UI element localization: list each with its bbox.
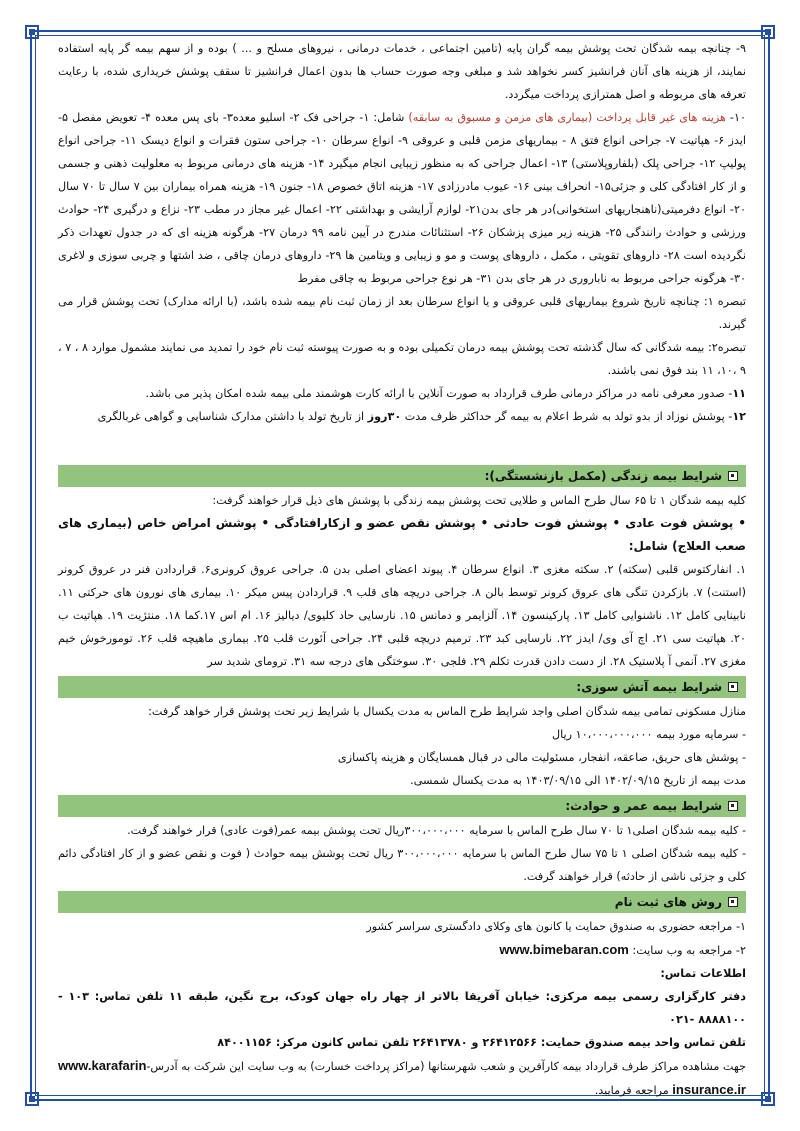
fire-capital: - سرمایه مورد بیمه ۱۰،۰۰۰،۰۰۰،۰۰۰ ریال — [552, 728, 746, 741]
corner-ornament-icon — [760, 1091, 776, 1107]
clause-9: ۹- چنانچه بیمه شدگان تحت پوشش بیمه گران پایه (تامین اجتماعی ، خدمات درمانی ، نیروهای مسلح و ... ) بوده و از سهم بیمه گر پایه استفاده نمایند، از هزینه های آنان فرانشیز کسر نخواهد شد و مبلغی وجه صورت حساب ها بدون اعمال فرانشیز تا سقف پوشش خریداری شده، با رعایت تعرفه های مربوطه و اصل همترازی پرداخت میگردد. — [58, 42, 746, 101]
section-title-life: شرایط بیمه زندگی (مکمل بازنشستگی): — [484, 469, 722, 483]
document-body — [58, 37, 747, 1097]
section-title-register: روش های ثبت نام — [614, 895, 722, 909]
corner-ornament-icon — [24, 1091, 40, 1107]
clause-10-heading: هزینه های غیر قابل پرداخت (بیماری های مزمن و مسبوق به سابقه) — [408, 111, 726, 124]
section-title-accident: شرایط بیمه عمر و حوادث: — [565, 799, 722, 813]
spacer — [58, 428, 746, 462]
contact-centers — [58, 1054, 746, 1102]
clause-11-text: - صدور معرفی نامه در مراکز درمانی طرف قرارداد به صورت آنلاین با ارائه کارت هوشمند ملی بیمه شده امکان پذیر می باشد. — [145, 387, 733, 400]
corner-ornament-icon — [24, 24, 40, 40]
bimebaran-link[interactable]: www.bimebaran.com — [499, 942, 629, 957]
corner-ornament-icon — [760, 24, 776, 40]
clause-10-number: ۱۰- — [725, 111, 746, 124]
clause-12-number: ۱۲ — [732, 410, 746, 423]
section-header-accident — [58, 795, 746, 817]
square-bullet-icon — [728, 471, 738, 481]
clause-12-text-a: - پوشش نوزاد از بدو تولد به شرط اعلام به بیمه گر حداکثر ظرف مدت — [401, 410, 733, 423]
fire-period: مدت بیمه از تاریخ ۱۴۰۲/۰۹/۱۵ الی ۱۴۰۳/۰۹/۱۵ به مدت یکسال شمسی. — [410, 774, 746, 787]
clause-11-number: ۱۱ — [732, 387, 746, 400]
life-coverages: • پوشش فوت عادی • پوشش فوت حادثی • پوشش نقص عضو و ازکارافتادگی • پوشش امراض خاص (بیماری های صعب العلاج) شامل: — [58, 516, 746, 553]
clause-12-days: ۳۰روز — [367, 410, 402, 423]
contact-centers-end: مراجعه فرمایید. — [594, 1084, 673, 1097]
note-2: تبصره۲: بیمه شدگانی که سال گذشته تحت پوشش بیمه درمان تکمیلی بوده و به صورت پیوسته ثبت نام خود را تمدید می نمایند مشمول موارد ۸ ، ۷ ، ۹ ،۱۰، ۱۱ بند فوق نمی باشند. — [58, 341, 746, 377]
karafarin-link-part2[interactable]: insurance.ir — [672, 1082, 746, 1097]
clause-11 — [58, 382, 746, 405]
contact-fund: تلفن تماس واحد بیمه صندوق حمایت: ۲۶۴۱۲۵۶۶ و ۲۶۴۱۳۷۸۰ تلفن تماس کانون مرکز: ۸۴۰۰۱۱۵۶ — [217, 1036, 746, 1049]
fire-coverages: - پوشش های حریق، صاعقه، انفجار، مسئولیت مالی در قبال همسایگان و هزینه پاکسازی — [337, 751, 746, 764]
fire-intro: منازل مسکونی تمامی بیمه شدگان اصلی واجد شرایط طرح الماس به مدت یکسال با شرایط زیر تحت پوشش قرار خواهد گرفت: — [148, 705, 746, 718]
clause-10-text: شامل: ۱- جراحی فک ۲- اسلیو معده۳- بای پس معده ۴- تعویض مفصل ۵- ایدز ۶- هپاتیت ۷- جراحی انواع فتق ۸ - بیماریهای مزمن قلبی و عروقی ۹- انواع سرطان ۱۰- جراحی ستون فقرات و انواع دیسک ۱۱- جراحی انواع پولیپ ۱۲- جراحی پلک (بلفاروپلاستی) ۱۳- اعمال جراحی که به منظور زیبایی انجام میگیرد ۱۴- هزینه های درمانی مربوط به معلولیت ذهنی و جسمی و از کار افتادگی کلی و جزئی۱۵- انحراف بینی ۱۶- عیوب مادرزادی ۱۷- هزینه اتاق خصوص ۱۸- جنون ۱۹- هزینه همراه بیماران بین ۷ سال تا ۷۰ سال ۲۰- انواع دفرمیتی(ناهنجاریهای استخوانی)در هر جای بدن۲۱- لوازم آرایشی و بهداشتی ۲۲- اعمال غیر مجاز در مطب ۲۳- نزاع و درگیری ۲۴- حوادث ورزشی و حوادث رانندگی ۲۵- هزینه زیر میزی پزشکان ۲۶- استثنائات مندرج در آیین نامه ۹۹ درمان ۲۷- هرگونه هزینه ای که در جدول تعهدات ذکر نگردیده است ۲۸- داروهای تقویتی ، مکمل ، داروهای پوست و مو و زیبایی و ویتامین ها ۲۹- داروهای درمان چاقی ، ضد اشتها و چربی سوزی و لاغری ۳۰- هرگونه جراحی مربوط به ناباروری در هر جای بدن ۳۱- هر نوع جراحی مربوط به چاقی مفرط — [58, 111, 747, 285]
contact-title: اطلاعات تماس: — [660, 967, 746, 980]
life-intro: کلیه بیمه شدگان ۱ تا ۶۵ سال طرح الماس و طلایی تحت پوشش بیمه زندگی با پوشش های ذیل قرار خواهند گرفت: — [212, 494, 746, 507]
contact-office: دفتر کارگزاری رسمی بیمه مرکزی: خیابان آفریقا بالاتر از چهار راه جهان کودک، برج نگین، طبقه ۱۱ تلفن تماس: ۱۰۳ - ۸۸۸۸۱۰۰ -۰۲۱ — [58, 990, 746, 1026]
register-line-1: ۱- مراجعه حضوری به صندوق حمایت یا کانون های وکلای دادگستری سراسر کشور — [366, 920, 746, 933]
square-bullet-icon — [728, 801, 738, 811]
clause-10 — [58, 106, 746, 290]
clause-12 — [58, 405, 746, 428]
section-header-life — [58, 465, 746, 487]
square-bullet-icon — [728, 682, 738, 692]
accident-line-1: - کلیه بیمه شدگان اصلی۱ تا ۷۰ سال طرح الماس با سرمایه ۳۰۰،۰۰۰،۰۰۰ریال تحت پوشش بیمه عمر(فوت عادی) قرار خواهند گرفت. — [127, 824, 746, 837]
karafarin-link-part1[interactable]: www.karafarin — [58, 1058, 147, 1073]
register-line-2-text: ۲- مراجعه به وب سایت: — [628, 944, 746, 957]
register-line-2 — [58, 938, 746, 962]
section-title-fire: شرایط بیمه آتش سوزی: — [576, 680, 722, 694]
note-1: تبصره ۱: چنانچه تاریخ شروع بیماریهای قلبی عروقی و یا انواع سرطان بعد از زمان ثبت نام بیمه شده باشد، (با ارائه مدارک) تحت پوشش قرار می گیرند. — [58, 295, 746, 331]
section-header-register — [58, 891, 746, 913]
square-bullet-icon — [728, 897, 738, 907]
clause-12-text-b: از تاریخ تولد با داشتن مدارک شناسایی و گواهی غربالگری — [97, 410, 368, 423]
life-diseases: ۱. انفارکتوس قلبی (سکته) ۲. سکته مغزی ۳. انواع سرطان ۴. پیوند اعضای اصلی بدن ۵. جراحی عروق کرونری۶. قراردادن فنر در عروق کرونر (استنت) ۷. بازکردن تنگی های عروق کرونر توسط بالن ۸. جراحی دریچه های قلب ۹. قراردادن پیس میکر ۱۰. بیماری های نورون های حرکتی ۱۱. نابینایی کامل ۱۲. ناشنوایی کامل ۱۳. پارکینسون ۱۴. آلزایمر و دمانس ۱۵. نارسایی حاد کلیوی/ دیالیز ۱۶. ام اس ۱۷.کما ۱۸. منتژیت ۱۹. هپاتیت ب ۲۰. هپاتیت سی ۲۱. اچ آی وی/ ایدز ۲۲. نارسایی کبد ۲۳. ترمیم دریچه قلبی ۲۴. جراحی آئورت قلب ۲۵. بیماری ماهیچه قلب ۲۶. تومورخوش خیم مغزی ۲۷. آنمی آ پلاستیک ۲۸. از دست دادن قدرت تکلم ۲۹. فلجی ۳۰. سوختگی های درجه سه ۳۱. ترومای شدید سر — [58, 563, 746, 668]
accident-line-2: - کلیه بیمه شدگان اصلی ۱ تا ۷۵ سال طرح الماس با سرمایه ۳۰۰،۰۰۰،۰۰۰ ریال تحت پوشش بیمه حوادث ( فوت و نقص عضو و از کار افتادگی دائم کلی و جزئی ناشی از حادثه) قرار خواهند گرفت. — [58, 847, 746, 883]
section-header-fire — [58, 676, 746, 698]
contact-centers-text: جهت مشاهده مراکز طرف قرارداد بیمه کارآفرین و شعب شهرستانها (مراکز پرداخت خسارت) به وب سایت این شرکت به آدرس- — [146, 1060, 746, 1073]
